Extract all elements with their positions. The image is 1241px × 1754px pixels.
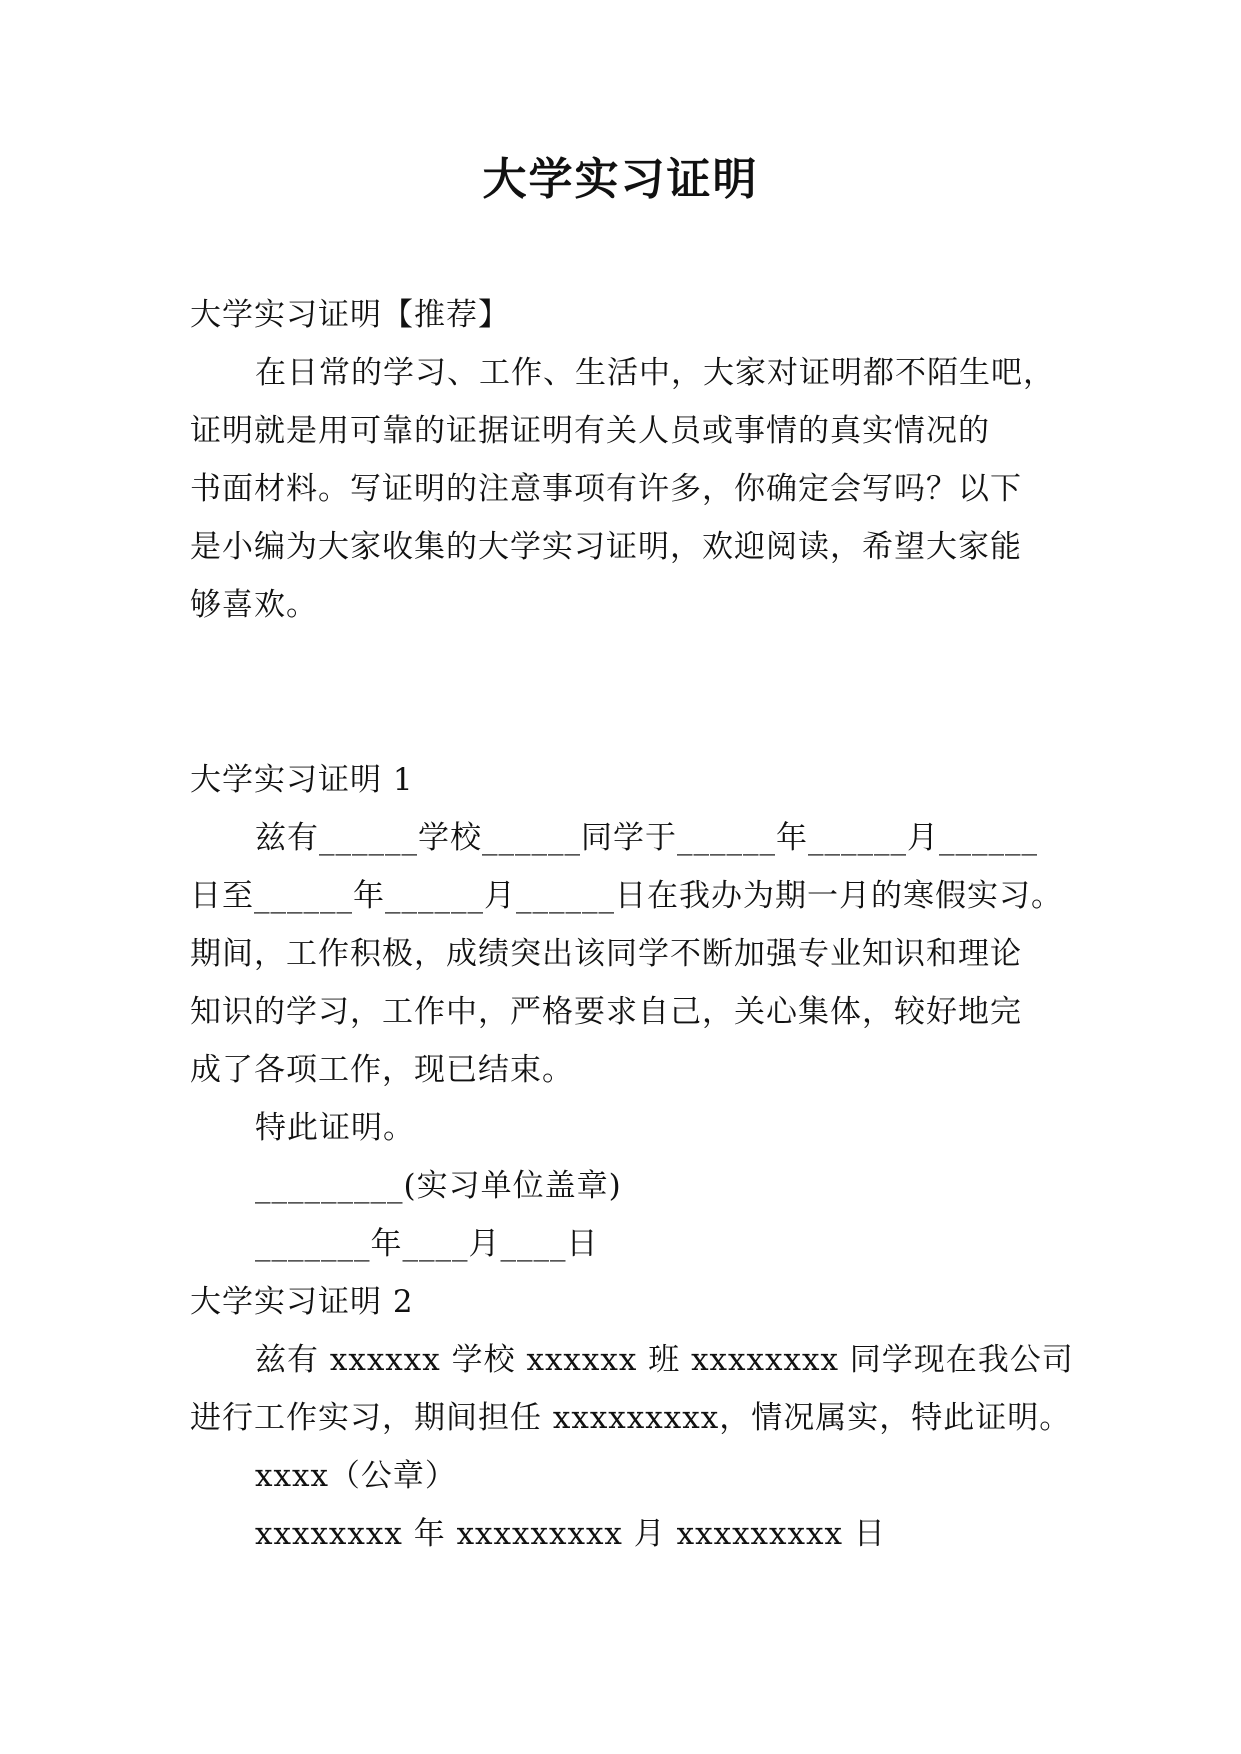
section2-line: 兹有 xxxxxx 学校 xxxxxx 班 xxxxxxxx 同学现在我公司	[255, 1342, 1074, 1378]
section2-heading: 大学实习证明 2	[190, 1284, 414, 1320]
intro-line: 是小编为大家收集的大学实习证明，欢迎阅读，希望大家能	[190, 529, 1022, 565]
section2-date-line: xxxxxxxx 年 xxxxxxxxx 月 xxxxxxxxx 日	[255, 1516, 886, 1552]
section2-line: 进行工作实习，期间担任 xxxxxxxxx，情况属实，特此证明。	[190, 1400, 1072, 1436]
intro-line: 书面材料。写证明的注意事项有许多，你确定会写吗？以下	[190, 471, 1022, 507]
section1-seal-line: _________(实习单位盖章)	[255, 1168, 622, 1204]
section1-line: 知识的学习，工作中，严格要求自己，关心集体，较好地完	[190, 994, 1022, 1030]
intro-line: 证明就是用可靠的证据证明有关人员或事情的真实情况的	[190, 413, 990, 449]
section1-line: 期间，工作积极，成绩突出该同学不断加强专业知识和理论	[190, 936, 1022, 972]
section1-line: 日至______年______月______日在我办为期一月的寒假实习。	[190, 878, 1063, 914]
section1-line: 成了各项工作，现已结束。	[190, 1052, 574, 1088]
document-title: 大学实习证明	[482, 154, 759, 205]
intro-heading: 大学实习证明【推荐】	[190, 297, 510, 333]
section1-line: 兹有______学校______同学于______年______月______	[255, 820, 1038, 856]
section1-date-line: _______年____月____日	[255, 1226, 599, 1262]
section1-closing: 特此证明。	[255, 1110, 415, 1146]
section2-seal-line: xxxx（公章）	[255, 1458, 457, 1494]
intro-line: 在日常的学习、工作、生活中，大家对证明都不陌生吧，	[255, 355, 1055, 391]
intro-line: 够喜欢。	[190, 587, 318, 623]
section1-heading: 大学实习证明 1	[190, 762, 414, 798]
